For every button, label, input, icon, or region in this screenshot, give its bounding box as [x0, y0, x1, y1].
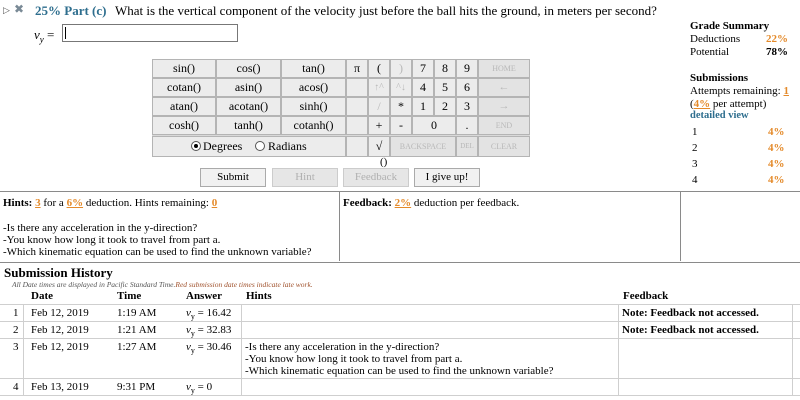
history-divider: [0, 262, 800, 263]
key-down-caret[interactable]: ^↓: [390, 78, 412, 97]
key-6[interactable]: 6: [456, 78, 478, 97]
key-atan[interactable]: atan(): [152, 97, 216, 116]
key-8[interactable]: 8: [434, 59, 456, 78]
angle-mode-selector: [152, 136, 346, 157]
submissions-title: Submissions: [690, 72, 749, 84]
hints-summary: Hints: 3 for a 6% deduction. Hints remaining: 0: [3, 197, 218, 209]
row-answer: $v_y = 30.46$: [186, 341, 232, 356]
sidebar-lower-box: [680, 191, 800, 261]
key-sin[interactable]: sin(): [152, 59, 216, 78]
row-number: 4: [13, 381, 19, 393]
row-number: 3: [13, 341, 19, 353]
row-time: 1:19 AM: [117, 307, 157, 319]
key-acotan[interactable]: acotan(): [216, 97, 281, 116]
submission-percent: 4%: [768, 158, 785, 170]
key-blank-3: [346, 116, 368, 135]
cross-icon: ✖: [14, 2, 25, 16]
key-cotanh[interactable]: cotanh(): [281, 116, 346, 135]
hint-line: -You know how long it took to travel from part a.: [3, 234, 221, 246]
key-asin[interactable]: asin(): [216, 78, 281, 97]
row-time: 9:31 PM: [117, 381, 156, 393]
hint-line: -Which kinematic equation can be used to find the unknown variable?: [3, 246, 312, 258]
collapse-triangle-icon[interactable]: ▷: [3, 5, 10, 15]
key-multiply[interactable]: *: [390, 97, 412, 116]
key-acos[interactable]: acos(): [281, 78, 346, 97]
history-title: Submission History: [4, 265, 113, 280]
col-header-answer: Answer: [186, 290, 223, 302]
key-pi[interactable]: π: [346, 59, 368, 78]
give-up-button[interactable]: I give up!: [414, 168, 480, 187]
key-clear[interactable]: CLEAR: [478, 136, 530, 157]
key-sqrt[interactable]: √: [368, 136, 390, 157]
submission-number: 3: [692, 158, 698, 170]
key-tan[interactable]: tan(): [281, 59, 346, 78]
radians-label: Radians: [268, 139, 307, 153]
degrees-label: Degrees: [203, 139, 243, 153]
key-9[interactable]: 9: [456, 59, 478, 78]
hint-line: -Is there any acceleration in the y-direction?: [3, 222, 198, 234]
answer-variable-label: $v_y$ =: [34, 27, 55, 45]
col-header-date: Date: [31, 290, 53, 302]
part-percent-label: 25% Part (c): [35, 3, 107, 18]
key-rparen[interactable]: ): [390, 59, 412, 78]
key-4[interactable]: 4: [412, 78, 434, 97]
radians-radio[interactable]: [255, 141, 265, 151]
feedback-summary: Feedback: 2% deduction per feedback.: [343, 197, 520, 209]
question-text: What is the vertical component of the velocity just before the ball hits the ground, in meters per second?: [115, 3, 657, 18]
key-divide[interactable]: /: [368, 97, 390, 116]
row-date: Feb 12, 2019: [31, 324, 89, 336]
col-header-hints: Hints: [246, 290, 272, 302]
key-plus[interactable]: +: [368, 116, 390, 135]
key-cotan[interactable]: cotan(): [152, 78, 216, 97]
submission-percent: 4%: [768, 174, 785, 186]
row-date: Feb 12, 2019: [31, 307, 89, 319]
potential-label: Potential: [690, 46, 730, 58]
feedback-button[interactable]: Feedback: [343, 168, 409, 187]
text-caret: [65, 27, 66, 39]
table-rule: [0, 304, 800, 305]
per-attempt-note: (4% per attempt): [690, 98, 767, 110]
hints-panel: [0, 191, 340, 261]
key-right-arrow[interactable]: →: [478, 97, 530, 116]
detailed-view-link[interactable]: detailed view: [690, 110, 749, 121]
key-left-arrow[interactable]: ←: [478, 78, 530, 97]
submission-number: 1: [692, 126, 698, 138]
table-rule: [0, 338, 800, 339]
degrees-radio[interactable]: [191, 141, 201, 151]
row-number: 2: [13, 324, 19, 336]
table-rule: [0, 378, 800, 379]
row-answer: $v_y = 16.42$: [186, 307, 232, 322]
row-feedback: Note: Feedback not accessed.: [622, 307, 759, 319]
deductions-label: Deductions: [690, 33, 741, 45]
key-blank-2: [346, 97, 368, 116]
submission-number: 2: [692, 142, 698, 154]
row-hint-line: -You know how long it took to travel from part a.: [245, 353, 463, 365]
table-col-rule: [792, 304, 793, 396]
row-date: Feb 12, 2019: [31, 341, 89, 353]
key-0[interactable]: 0: [412, 116, 456, 135]
key-blank-1: [346, 78, 368, 97]
key-3[interactable]: 3: [456, 97, 478, 116]
key-1[interactable]: 1: [412, 97, 434, 116]
col-header-time: Time: [117, 290, 142, 302]
paren-fragment: (): [380, 156, 388, 168]
table-col-rule: [618, 304, 619, 396]
row-date: Feb 13, 2019: [31, 381, 89, 393]
submit-button[interactable]: Submit: [200, 168, 266, 187]
key-home[interactable]: HOME: [478, 59, 530, 78]
row-number: 1: [13, 307, 19, 319]
key-cos[interactable]: cos(): [216, 59, 281, 78]
key-end[interactable]: END: [478, 116, 530, 135]
row-feedback: Note: Feedback not accessed.: [622, 324, 759, 336]
key-cosh[interactable]: cosh(): [152, 116, 216, 135]
key-sinh[interactable]: sinh(): [281, 97, 346, 116]
row-hint-line: -Is there any acceleration in the y-direction?: [245, 341, 440, 353]
submission-percent: 4%: [768, 126, 785, 138]
row-time: 1:27 AM: [117, 341, 157, 353]
feedback-panel: [340, 191, 680, 261]
submission-number: 4: [692, 174, 698, 186]
key-5[interactable]: 5: [434, 78, 456, 97]
key-up-caret[interactable]: ↑^: [368, 78, 390, 97]
attempts-remaining: Attempts remaining: 1: [690, 85, 789, 97]
row-time: 1:21 AM: [117, 324, 157, 336]
hint-button[interactable]: Hint: [272, 168, 338, 187]
key-blank-4: [346, 136, 368, 157]
key-minus[interactable]: -: [390, 116, 412, 135]
key-del[interactable]: DEL: [456, 136, 478, 157]
deductions-value: 22%: [766, 33, 788, 45]
row-answer: $v_y = 0$: [186, 381, 213, 396]
table-rule: [0, 321, 800, 322]
key-tanh[interactable]: tanh(): [216, 116, 281, 135]
row-answer: $v_y = 32.83$: [186, 324, 232, 339]
submission-percent: 4%: [768, 142, 785, 154]
key-lparen[interactable]: (: [368, 59, 390, 78]
key-2[interactable]: 2: [434, 97, 456, 116]
key-dot[interactable]: .: [456, 116, 478, 135]
history-note: All Date times are displayed in Pacific Standard Time.Red submission date times indicate late work.: [12, 280, 313, 289]
answer-input[interactable]: [62, 24, 238, 42]
key-7[interactable]: 7: [412, 59, 434, 78]
row-hint-line: -Which kinematic equation can be used to find the unknown variable?: [245, 365, 554, 377]
grade-summary-title: Grade Summary: [690, 20, 770, 32]
table-col-rule: [23, 304, 24, 396]
potential-value: 78%: [766, 46, 788, 58]
key-backspace[interactable]: BACKSPACE: [390, 136, 456, 157]
col-header-feedback: Feedback: [623, 290, 669, 302]
table-rule: [0, 395, 800, 396]
table-col-rule: [241, 304, 242, 396]
